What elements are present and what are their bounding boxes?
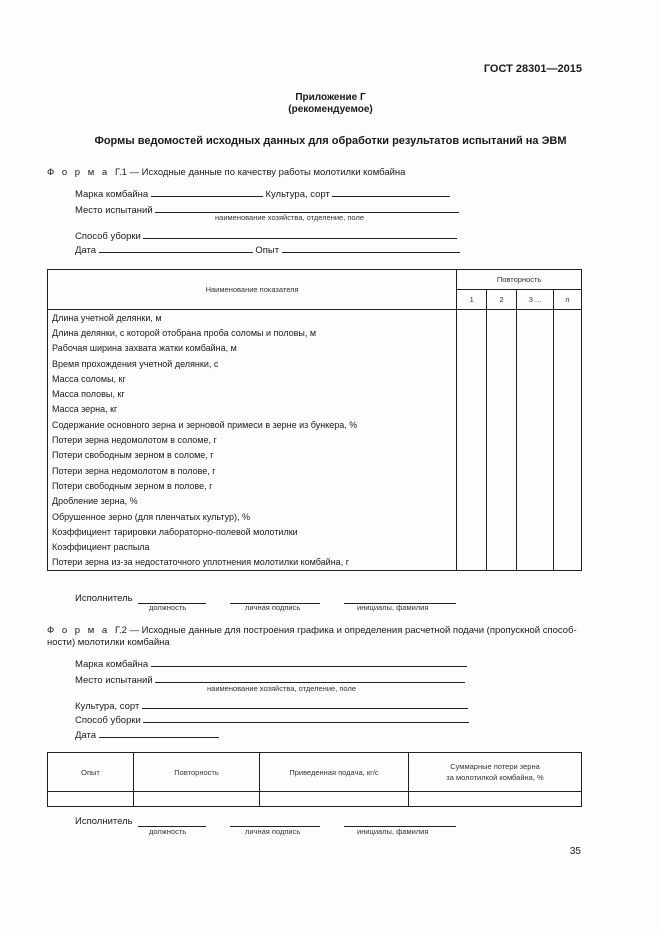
indicator-name: Коэффициент тарировки лабораторно-полевой молотилки (48, 524, 457, 539)
col-repeat-3: 3 ... (517, 290, 554, 310)
repeat-cell[interactable] (517, 386, 554, 401)
date-label: Дата (75, 245, 97, 256)
losses-cell[interactable] (409, 792, 582, 807)
indicators-table (47, 269, 582, 571)
table-row (48, 325, 582, 340)
repeat-cell[interactable] (487, 356, 517, 371)
repeat-cell[interactable] (487, 325, 517, 340)
repeat-cell[interactable] (457, 356, 487, 371)
combine-brand-label-2: Марка комбайна (75, 659, 149, 670)
repeat-cell[interactable] (517, 539, 554, 554)
repeat-cell[interactable] (457, 325, 487, 340)
indicator-name: Потери свободным зерном в полове, г (48, 478, 457, 493)
test-site-hint-2: наименование хозяйства, отделение, поле (207, 684, 356, 693)
repeat-cell[interactable] (517, 356, 554, 371)
repeat-cell[interactable] (517, 325, 554, 340)
table-row (48, 792, 582, 807)
repeat-cell[interactable] (517, 509, 554, 524)
page-number: 35 (569, 846, 581, 857)
test-site-field[interactable] (155, 202, 459, 213)
repeat-cell[interactable] (517, 478, 554, 493)
indicator-name: Потери свободным зерном в соломе, г (48, 448, 457, 463)
repeat-cell[interactable] (487, 432, 517, 447)
repeat-cell[interactable] (517, 341, 554, 356)
table-row (48, 371, 582, 386)
repeat-cell[interactable] (457, 386, 487, 401)
col-repeat: Повторность (457, 270, 582, 290)
repeat-cell[interactable] (457, 524, 487, 539)
repeat-cell[interactable] (517, 494, 554, 509)
table-row (48, 448, 582, 463)
repeat-cell[interactable] (487, 478, 517, 493)
table-row (48, 417, 582, 432)
repeat-cell[interactable] (554, 341, 582, 356)
repeat-cell[interactable] (517, 402, 554, 417)
table-row (48, 555, 582, 571)
repeat-cell[interactable] (517, 310, 554, 326)
repeat-cell[interactable] (487, 310, 517, 326)
repeat-cell[interactable] (457, 417, 487, 432)
form2-harvest-line (75, 712, 469, 726)
form1-label: Ф о р м а (47, 167, 110, 178)
indicator-name: Длина учетной делянки, м (48, 310, 457, 326)
test-site-label: Место испытаний (75, 205, 153, 216)
combine-brand-label: Марка комбайна (75, 189, 149, 200)
combine-brand-field[interactable] (151, 186, 263, 197)
col-feed: Приведенная подача, кг/с (260, 753, 409, 792)
signature-hint-2: личная подпись (245, 827, 301, 836)
indicator-name: Обрушенное зерно (для пленчатых культур), % (48, 509, 457, 524)
indicator-name: Масса соломы, кг (48, 371, 457, 386)
crop-variety-field-2[interactable] (142, 698, 468, 709)
col-experiment: Опыт (48, 753, 134, 792)
form1-harvest-line (75, 228, 457, 242)
repeat-cell[interactable] (457, 539, 487, 554)
experiment-label: Опыт (255, 245, 280, 256)
table-row (48, 524, 582, 539)
repeat-cell[interactable] (487, 402, 517, 417)
initials-hint-2: инициалы, фамилия (357, 827, 429, 836)
repeat-cell[interactable] (554, 448, 582, 463)
table-row (48, 386, 582, 401)
harvest-method-label-2: Способ уборки (75, 715, 141, 726)
repeat-cell[interactable] (457, 555, 487, 571)
main-title: Формы ведомостей исходных данных для обработки результатов испытаний на ЭВМ (94, 135, 567, 147)
repeat-cell[interactable] (457, 509, 487, 524)
position-hint-1: должность (149, 603, 187, 612)
repeat-cell[interactable] (554, 539, 582, 554)
repeat-cell[interactable] (487, 417, 517, 432)
form2-date-line (75, 727, 219, 741)
repeat-cell[interactable] (134, 792, 260, 807)
table-row (48, 509, 582, 524)
indicator-name: Время прохождения учетной делянки, с (48, 356, 457, 371)
appendix-title: Приложение Г (295, 92, 366, 103)
repeat-cell[interactable] (487, 509, 517, 524)
crop-variety-label-2: Культура, сорт (75, 701, 140, 712)
repeat-cell[interactable] (487, 341, 517, 356)
test-site-field-2[interactable] (155, 672, 465, 683)
test-site-label-2: Место испытаний (75, 675, 153, 686)
form1-heading-text: Г.1 — Исходные данные по качеству работы молотилки комбайна (114, 167, 406, 178)
indicator-name: Потери зерна недомолотом в полове, г (48, 463, 457, 478)
executor-label-2: Исполнитель (75, 816, 133, 827)
form1-heading (47, 167, 405, 178)
repeat-cell[interactable] (457, 494, 487, 509)
table-row (48, 494, 582, 509)
repeat-cell[interactable] (487, 371, 517, 386)
harvest-method-field[interactable] (143, 228, 457, 239)
col-repeat-1: 1 (457, 290, 487, 310)
repeat-cell[interactable] (457, 371, 487, 386)
executor-label-1: Исполнитель (75, 593, 133, 604)
repeat-cell[interactable] (517, 432, 554, 447)
repeat-cell[interactable] (457, 341, 487, 356)
table-row (48, 310, 582, 326)
table-row (48, 341, 582, 356)
appendix-subtitle: (рекомендуемое) (288, 104, 373, 115)
repeat-cell[interactable] (554, 494, 582, 509)
repeat-cell[interactable] (517, 448, 554, 463)
repeat-cell[interactable] (517, 371, 554, 386)
form2-heading-text: Г.2 — Исходные данные для построения графика и определения расчетной подачи (пропускной способ- (114, 625, 577, 636)
indicator-name: Масса зерна, кг (48, 402, 457, 417)
form1-date-line (75, 242, 460, 256)
date-label-2: Дата (75, 730, 97, 741)
form2-heading-cont: ности) молотилки комбайна (47, 637, 170, 648)
table-row (48, 463, 582, 478)
form2-brand-line (75, 656, 467, 670)
repeat-cell[interactable] (487, 386, 517, 401)
table-row (48, 539, 582, 554)
test-site-hint: наименование хозяйства, отделение, поле (215, 213, 364, 222)
col-repeat-2: 2 (487, 290, 517, 310)
repeat-cell[interactable] (554, 432, 582, 447)
repeat-cell[interactable] (554, 325, 582, 340)
repeat-cell[interactable] (457, 463, 487, 478)
date-field-2[interactable] (99, 727, 219, 738)
repeat-cell[interactable] (554, 463, 582, 478)
date-field[interactable] (99, 242, 253, 253)
table-row (48, 356, 582, 371)
repeat-cell[interactable] (487, 494, 517, 509)
repeat-cell[interactable] (457, 432, 487, 447)
indicator-name: Коэффициент распыла (48, 539, 457, 554)
initials-hint-1: инициалы, фамилия (357, 603, 429, 612)
form2-heading (47, 625, 577, 636)
repeat-cell[interactable] (517, 463, 554, 478)
feed-cell[interactable] (260, 792, 409, 807)
form2-label: Ф о р м а (47, 625, 110, 636)
repeat-cell[interactable] (457, 402, 487, 417)
crop-variety-field[interactable] (332, 186, 450, 197)
repeat-cell[interactable] (487, 524, 517, 539)
repeat-cell[interactable] (457, 448, 487, 463)
repeat-cell[interactable] (487, 463, 517, 478)
indicator-name: Длина делянки, с которой отобрана проба соломы и половы, м (48, 325, 457, 340)
repeat-cell[interactable] (554, 478, 582, 493)
col-indicator-name: Наименование показателя (48, 270, 457, 310)
repeat-cell[interactable] (554, 555, 582, 571)
signature-hint-1: личная подпись (245, 603, 301, 612)
col-losses-line1: Суммарные потери зерна (450, 762, 540, 771)
crop-variety-label: Культура, сорт (265, 189, 330, 200)
standard-header: ГОСТ 28301—2015 (483, 63, 582, 75)
indicator-name: Дробление зерна, % (48, 494, 457, 509)
repeat-cell[interactable] (554, 524, 582, 539)
repeat-cell[interactable] (554, 386, 582, 401)
combine-brand-field-2[interactable] (151, 656, 467, 667)
repeat-cell[interactable] (554, 402, 582, 417)
repeat-cell[interactable] (487, 448, 517, 463)
table-row (48, 402, 582, 417)
table-row (48, 432, 582, 447)
experiment-cell[interactable] (48, 792, 134, 807)
repeat-cell[interactable] (487, 539, 517, 554)
position-hint-2: должность (149, 827, 187, 836)
repeat-cell[interactable] (517, 555, 554, 571)
repeat-cell[interactable] (554, 371, 582, 386)
form2-crop-line (75, 698, 468, 712)
repeat-cell[interactable] (554, 356, 582, 371)
repeat-cell[interactable] (517, 417, 554, 432)
indicator-name: Потери зерна из-за недостаточного уплотнения молотилки комбайна, г (48, 555, 457, 571)
experiment-field[interactable] (282, 242, 460, 253)
harvest-method-field-2[interactable] (143, 712, 469, 723)
col-losses (409, 753, 582, 792)
harvest-method-label: Способ уборки (75, 231, 141, 242)
repeat-cell[interactable] (554, 310, 582, 326)
form1-brand-line (75, 186, 450, 200)
table-row (48, 478, 582, 493)
repeat-cell[interactable] (457, 478, 487, 493)
repeat-cell[interactable] (554, 417, 582, 432)
indicator-name: Рабочая ширина захвата жатки комбайна, м (48, 341, 457, 356)
feed-table (47, 752, 582, 807)
indicator-name: Содержание основного зерна и зерновой примеси в зерне из бункера, % (48, 417, 457, 432)
repeat-cell[interactable] (517, 524, 554, 539)
col-losses-line2: за молотилкой комбайна, % (446, 773, 544, 782)
indicator-name: Масса половы, кг (48, 386, 457, 401)
col-repeat-2: Повторность (134, 753, 260, 792)
repeat-cell[interactable] (554, 509, 582, 524)
col-repeat-n: n (554, 290, 582, 310)
repeat-cell[interactable] (457, 310, 487, 326)
repeat-cell[interactable] (487, 555, 517, 571)
indicator-name: Потери зерна недомолотом в соломе, г (48, 432, 457, 447)
